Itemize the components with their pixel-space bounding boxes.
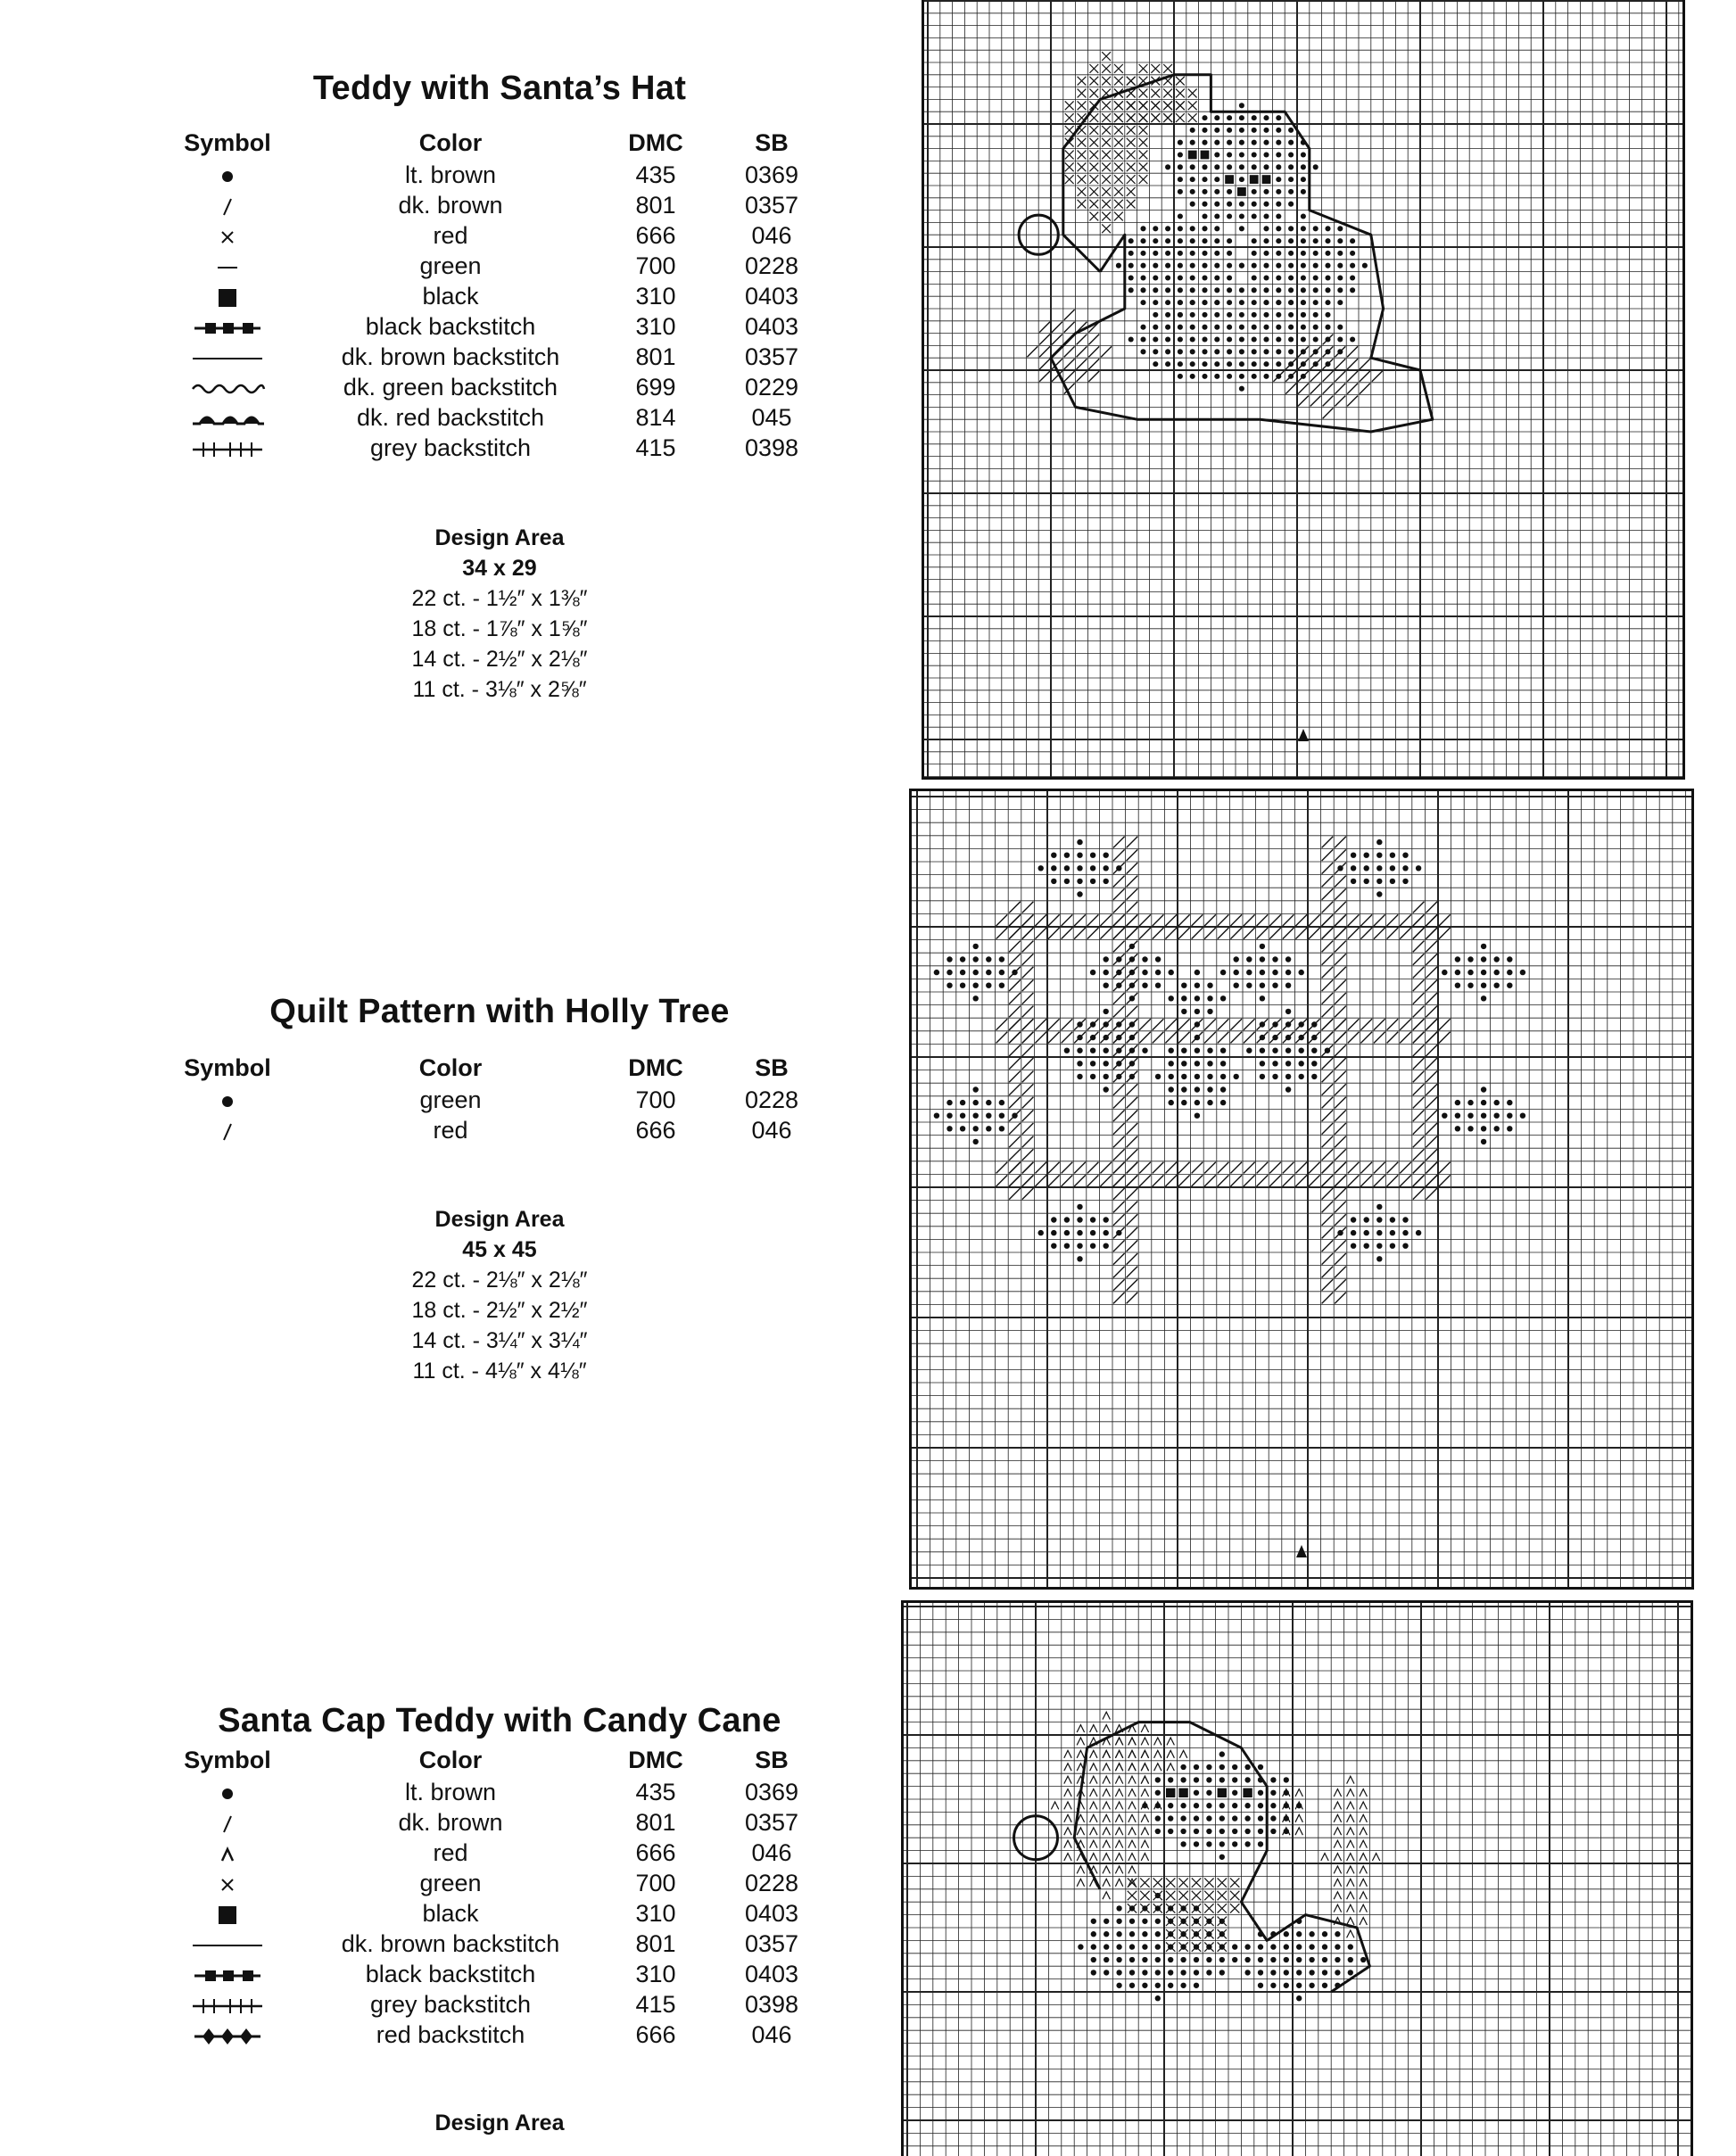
dmc-cell: 666 [635, 1839, 676, 1866]
cross-icon [187, 226, 268, 249]
design-area [161, 1204, 839, 1386]
color-key-table [161, 129, 839, 465]
color-cell: black backstitch [365, 1961, 536, 1987]
symbol-cell [161, 252, 294, 280]
symbol-cell [161, 1809, 294, 1837]
pattern-title: Teddy with Santa’s Hat [312, 70, 687, 107]
sb-cell: 0357 [744, 343, 799, 370]
black-backstitch-icon [187, 317, 268, 340]
symbol-cell [161, 343, 294, 371]
symbol-cell [161, 1839, 294, 1867]
color-cell: lt. brown [404, 1779, 497, 1805]
chart-grid [912, 791, 1691, 1587]
symbol-cell [161, 1870, 294, 1897]
pattern-title: Santa Cap Teddy with Candy Cane [218, 1702, 781, 1739]
dmc-header: DMC [628, 129, 683, 156]
table-row [161, 313, 839, 343]
color-cell: dk. red backstitch [356, 404, 545, 431]
cross-stitch-chart-teddy-santa-hat [922, 0, 1685, 780]
sb-cell: 046 [751, 1839, 792, 1866]
table-row [161, 434, 839, 465]
fabric-count-line: 11 ct. - 4⅛″ x 4⅛″ [412, 1359, 587, 1384]
plain-line-icon [187, 1934, 268, 1957]
color-cell: red [433, 1839, 468, 1866]
color-cell: grey backstitch [369, 1991, 532, 2018]
plain-line-icon [187, 347, 268, 370]
symbol-cell [161, 374, 294, 401]
dmc-cell: 801 [635, 343, 676, 370]
tick-line-icon [187, 1995, 268, 2018]
color-cell: green [419, 252, 482, 279]
design-area-heading: Design Area [434, 1207, 565, 1232]
symbol-cell [161, 434, 294, 462]
table-row [161, 2021, 839, 2052]
color-header: Color [418, 1747, 483, 1773]
grid-lines [904, 1603, 1691, 2156]
symbol-cell [161, 313, 294, 341]
fabric-count-line: 22 ct. - 2⅛″ x 2⅛″ [411, 1268, 588, 1293]
table-row [161, 192, 839, 222]
symbol-header: Symbol [184, 1747, 271, 1773]
table-row [161, 252, 839, 283]
chart-grid [904, 1603, 1691, 2156]
fabric-count-line: 18 ct. - 1⅞″ x 1⅝″ [411, 616, 588, 641]
dmc-cell: 666 [635, 2021, 676, 2048]
sb-cell: 0403 [744, 1900, 799, 1927]
symbol-cell [161, 192, 294, 219]
sb-header: SB [755, 1747, 789, 1773]
table-row [161, 1870, 839, 1900]
dmc-cell: 699 [635, 374, 676, 401]
table-row [161, 374, 839, 404]
sb-cell: 0403 [744, 1961, 799, 1987]
color-cell: red backstitch [376, 2021, 525, 2048]
dmc-header: DMC [628, 1747, 683, 1773]
pattern-title: Quilt Pattern with Holly Tree [269, 993, 730, 1030]
color-cell: red [433, 1117, 468, 1144]
sb-cell: 0229 [744, 374, 799, 401]
dmc-cell: 310 [635, 313, 676, 340]
fabric-count-line: 14 ct. - 3¼″ x 3¼″ [411, 1328, 588, 1353]
table-row [161, 1117, 839, 1147]
dmc-cell: 310 [635, 283, 676, 310]
symbol-cell [161, 1900, 294, 1928]
dmc-cell: 415 [635, 1991, 676, 2018]
sb-cell: 0369 [744, 161, 799, 188]
sb-cell: 046 [751, 2021, 792, 2048]
dmc-cell: 666 [635, 222, 676, 249]
fabric-count-line: 22 ct. - 1½″ x 1⅜″ [411, 586, 588, 611]
table-row [161, 283, 839, 313]
table-row [161, 404, 839, 434]
color-cell: black backstitch [365, 313, 536, 340]
sb-cell: 0357 [744, 1930, 799, 1957]
dmc-cell: 415 [635, 434, 676, 461]
diamond-line-icon [187, 2025, 268, 2048]
key-rows [161, 161, 839, 465]
dmc-cell: 666 [635, 1117, 676, 1144]
caret-icon [187, 1843, 268, 1866]
slash-icon [187, 195, 268, 219]
sb-cell: 0369 [744, 1779, 799, 1805]
sb-cell: 0228 [744, 252, 799, 279]
sb-cell: 046 [751, 1117, 792, 1144]
center-arrow-bottom [1298, 729, 1309, 741]
dot-icon [187, 165, 268, 188]
sb-cell: 0398 [744, 434, 799, 461]
color-key-table [161, 1054, 839, 1147]
table-row [161, 1839, 839, 1870]
dmc-cell: 700 [635, 252, 676, 279]
color-cell: grey backstitch [369, 434, 532, 461]
symbol-cell [161, 222, 294, 250]
symbol-cell [161, 1117, 294, 1144]
table-row [161, 1991, 839, 2021]
sb-cell: 0228 [744, 1870, 799, 1896]
grid-lines [912, 791, 1691, 1587]
wavy-line-icon [187, 377, 268, 401]
key-rows [161, 1086, 839, 1147]
symbol-cell [161, 404, 294, 432]
dmc-cell: 801 [635, 192, 676, 219]
color-cell: dk. green backstitch [343, 374, 558, 401]
design-area-heading: Design Area [434, 525, 565, 550]
color-cell: red [433, 222, 468, 249]
color-cell: black [422, 283, 479, 310]
color-cell: green [419, 1086, 482, 1113]
color-cell: dk. brown backstitch [341, 1930, 560, 1957]
sb-cell: 0398 [744, 1991, 799, 2018]
dmc-cell: 310 [635, 1900, 676, 1927]
black-backstitch-icon [187, 1964, 268, 1987]
table-row [161, 1930, 839, 1961]
cross-stitch-chart-santa-cap-teddy [901, 1600, 1693, 2156]
chart-grid [924, 0, 1682, 777]
table-row [161, 1961, 839, 1991]
symbol-cell [161, 1961, 294, 1988]
table-row [161, 343, 839, 374]
color-cell: dk. brown [398, 1809, 503, 1836]
sb-cell: 045 [751, 404, 792, 431]
color-cell: green [419, 1870, 482, 1896]
fabric-count-line: 11 ct. - 3⅛″ x 2⅝″ [412, 677, 587, 702]
cross-icon [187, 1873, 268, 1896]
symbol-header: Symbol [184, 129, 271, 156]
table-row [161, 222, 839, 252]
color-header: Color [418, 1054, 483, 1081]
design-area-heading: Design Area [434, 2111, 565, 2135]
symbol-header: Symbol [184, 1054, 271, 1081]
cross-stitch-chart-quilt-holly-tree [909, 789, 1694, 1590]
design-area-size: 45 x 45 [462, 1237, 537, 1262]
dash-icon [187, 256, 268, 279]
hump-line-icon [187, 408, 268, 431]
dmc-cell: 814 [635, 404, 676, 431]
sb-cell: 0228 [744, 1086, 799, 1113]
table-row [161, 1779, 839, 1809]
sb-cell: 046 [751, 222, 792, 249]
symbol-cell [161, 2021, 294, 2049]
color-cell: black [422, 1900, 479, 1927]
hat-stitches [1065, 52, 1197, 233]
dmc-cell: 700 [635, 1086, 676, 1113]
design-area [161, 523, 839, 705]
slash-icon [187, 1120, 268, 1144]
sb-header: SB [755, 1054, 789, 1081]
symbol-cell [161, 283, 294, 310]
sb-header: SB [755, 129, 789, 156]
dmc-cell: 435 [635, 1779, 676, 1805]
symbol-cell [161, 161, 294, 189]
symbol-cell [161, 1779, 294, 1806]
dmc-cell: 801 [635, 1809, 676, 1836]
dmc-header: DMC [628, 1054, 683, 1081]
dot-icon [187, 1782, 268, 1805]
square-icon [187, 286, 268, 310]
symbol-cell [161, 1991, 294, 2019]
fabric-count-line: 18 ct. - 2½″ x 2½″ [411, 1298, 588, 1323]
fabric-count-line: 14 ct. - 2½″ x 2⅛″ [411, 647, 588, 672]
dot-icon [187, 1090, 268, 1113]
sb-cell: 0357 [744, 192, 799, 219]
color-key-table [161, 1747, 839, 2052]
center-arrow-bottom [1296, 1545, 1307, 1557]
symbol-cell [161, 1930, 294, 1958]
slash-icon [187, 1813, 268, 1836]
color-cell: dk. brown [398, 192, 503, 219]
table-row [161, 1900, 839, 1930]
color-cell: dk. brown backstitch [341, 343, 560, 370]
design-area [161, 2108, 839, 2138]
tick-line-icon [187, 438, 268, 461]
design-area-size: 34 x 29 [462, 556, 537, 581]
dmc-cell: 310 [635, 1961, 676, 1987]
dmc-cell: 700 [635, 1870, 676, 1896]
sb-cell: 0357 [744, 1809, 799, 1836]
dmc-cell: 801 [635, 1930, 676, 1957]
color-header: Color [418, 129, 483, 156]
table-row [161, 161, 839, 192]
table-header-row [161, 1054, 839, 1086]
square-icon [187, 1904, 268, 1927]
table-row [161, 1086, 839, 1117]
color-cell: lt. brown [404, 161, 497, 188]
sb-cell: 0403 [744, 313, 799, 340]
table-row [161, 1809, 839, 1839]
sb-cell: 0403 [744, 283, 799, 310]
symbol-cell [161, 1086, 294, 1114]
table-header-row [161, 1747, 839, 1779]
table-header-row [161, 129, 839, 161]
key-rows [161, 1779, 839, 2052]
dmc-cell: 435 [635, 161, 676, 188]
